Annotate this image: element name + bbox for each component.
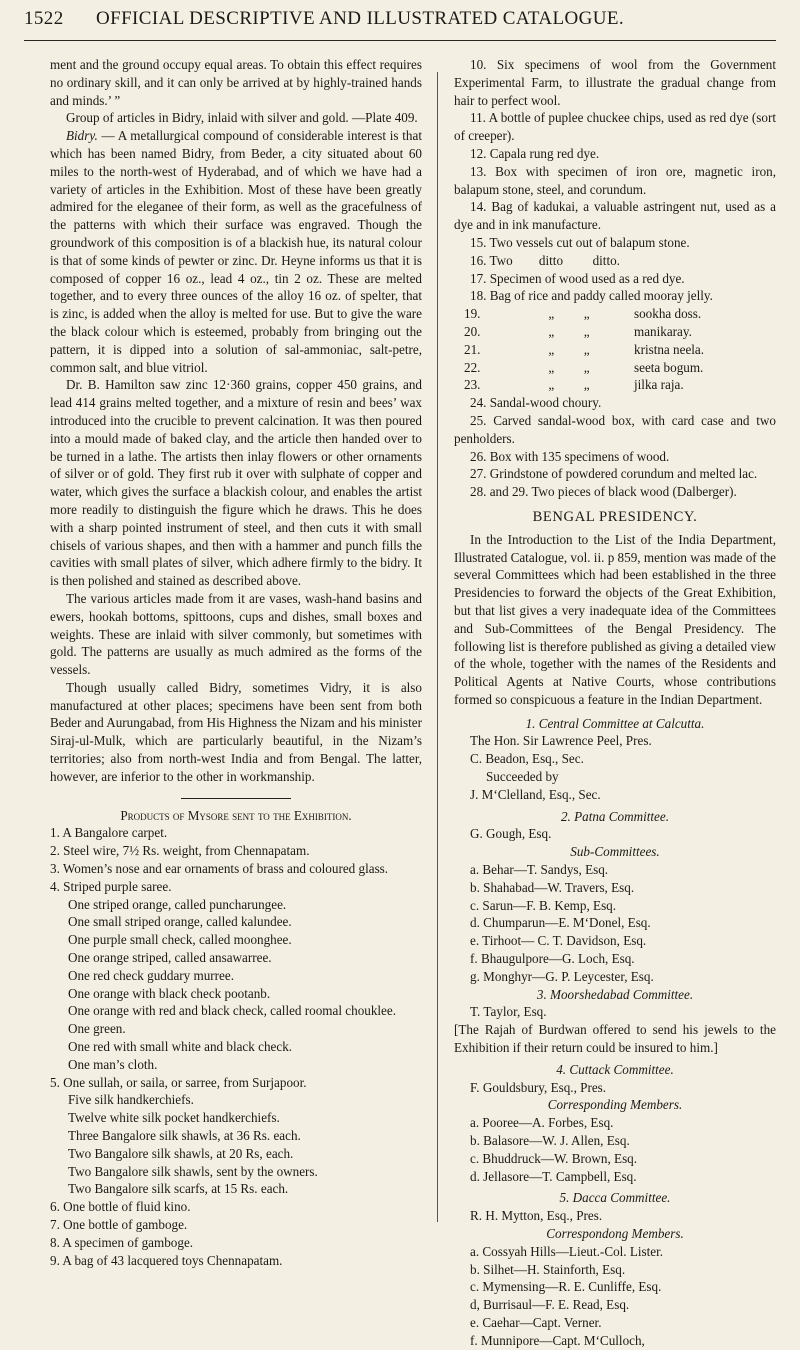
rice-number: 22. <box>464 359 481 375</box>
committee-title: 5. Dacca Committee. <box>559 1190 671 1206</box>
committee-member: T. Taylor, Esq. <box>470 1004 547 1020</box>
ditto-mark: „ „ <box>548 306 590 322</box>
committee-title: 1. Central Committee at Calcutta. <box>525 715 705 731</box>
list-item: 14. Bag of kadukai, a valuable astringent nut, used as a dye and in ink manufacture. <box>454 199 776 233</box>
committee-member: R. H. Mytton, Esq., Pres. <box>470 1208 603 1224</box>
right-column <box>454 56 776 1350</box>
sub-item: One red with small white and black check. <box>68 1039 293 1055</box>
subcommittee-member: g. Monghyr—G. P. Leycester, Esq. <box>470 968 654 984</box>
sub-item: One striped orange, called puncharungee. <box>68 896 287 912</box>
list-item: 13. Box with specimen of iron ore, magnetic iron, balapum stone, steel, and corundum. <box>454 163 776 197</box>
sub-item: One man’s cloth. <box>68 1056 158 1072</box>
list-item: 5. One sullah, or saila, or sarree, from Surjapoor. <box>50 1074 307 1090</box>
rice-name: jilka raja. <box>634 377 684 393</box>
paragraph: Group of articles in Bidry, inlaid with silver and gold. —Plate 409. <box>66 110 418 126</box>
subcommittee-member: a. Behar—T. Sandys, Esq. <box>470 862 609 878</box>
paragraph: The various articles made from it are vases, wash-hand basins and ewers, hookah bottoms, spittoons, cups and dishes, small boxes and weights. These are inlaid with silver commonly, but sometimes with gold. The patterns are usually as much admired as the forms of the vessels. <box>50 590 422 678</box>
bidry-paragraph <box>50 127 422 376</box>
list-item: 4. Striped purple saree. <box>50 878 172 894</box>
rice-row <box>464 376 776 394</box>
list-item: 28. and 29. Two pieces of black wood (Dalberger). <box>470 484 737 500</box>
sub-item: One red check guddary murree. <box>68 967 235 983</box>
list-item: 1. A Bangalore carpet. <box>50 825 168 841</box>
corresponding-member: a. Pooree—A. Forbes, Esq. <box>470 1115 614 1131</box>
subcommittee-member: c. Sarun—F. B. Kemp, Esq. <box>470 897 617 913</box>
sub-item: One orange with red and black check, called roomal chouklee. <box>68 1003 397 1019</box>
sub-item: One small striped orange, called kalundee. <box>68 914 292 930</box>
bengal-heading: BENGAL PRESIDENCY. <box>532 508 698 525</box>
list-item: 17. Specimen of wood used as a red dye. <box>470 270 685 286</box>
subcommittee-member: f. Bhaugulpore—G. Loch, Esq. <box>470 951 635 967</box>
sub-item: Two Bangalore silk shawls, at 20 Rs, each. <box>68 1145 294 1161</box>
subcommittee-member: e. Tirhoot— C. T. Davidson, Esq. <box>470 933 647 949</box>
corresponding-member: e. Caehar—Capt. Verner. <box>470 1314 602 1330</box>
rice-name: seeta bogum. <box>634 359 704 375</box>
corresponding-member: d. Jellasore—T. Campbell, Esq. <box>470 1168 637 1184</box>
sub-item: One orange with black check pootanb. <box>68 985 271 1001</box>
list-item: 10. Six specimens of wool from the Government Experimental Farm, to illustrate the gradual change from hair to perfect wool. <box>454 57 776 108</box>
rice-row <box>464 323 776 341</box>
running-header <box>24 8 776 38</box>
rice-row <box>464 305 776 323</box>
ditto-mark: „ „ <box>548 323 590 339</box>
rice-row <box>464 341 776 359</box>
paragraph: Dr. B. Hamilton saw zinc 12·360 grains, copper 450 grains, and lead 414 grains melted together, and a mixture of resin and bees’ wax introduced into the crucible to prevent calcination. It was then poured into a mould made of baked clay, and the article then handed over to be turned in a lathe. The artists then inlay flowers or other ornaments of silver or of gold. They first rub it over with sulphate of copper and water, which gives the surface a blackish colour, and enables the artist more readily to distinguish the figure which he draws. This he does with a sharp pointed instrument of steel, and then cuts it with small chisels of various shapes, and then with a hammer and punch fills the cavities with small plates of silver, which adhere firmly to the bidry. It is then polished and stained as described above. <box>50 377 422 589</box>
list-item: 18. Bag of rice and paddy called mooray jelly. <box>470 288 713 304</box>
sub-item: Five silk handkerchiefs. <box>68 1092 194 1108</box>
sub-item: One green. <box>68 1021 126 1037</box>
corresponding-member: b. Balasore—W. J. Allen, Esq. <box>470 1133 630 1149</box>
list-item: 11. A bottle of puplee chuckee chips, used as red dye (sort of creeper). <box>454 110 776 144</box>
rice-row <box>464 359 776 377</box>
mysore-heading: Products of Mysore sent to the Exhibition. <box>120 807 352 823</box>
ditto-mark: „ „ <box>548 359 590 375</box>
left-column <box>50 56 422 1269</box>
ditto-mark: „ „ <box>548 341 590 357</box>
corresponding-member: f. Munnipore—Capt. M‘Culloch, <box>470 1332 645 1348</box>
sub-item: One orange striped, called ansawarree. <box>68 950 272 966</box>
list-item: 12. Capala rung red dye. <box>470 145 600 161</box>
rice-number: 20. <box>464 323 481 339</box>
rice-name: kristna neela. <box>634 341 705 357</box>
list-item: 27. Grindstone of powdered corundum and melted lac. <box>470 466 758 482</box>
committee-title: 4. Cuttack Committee. <box>556 1061 674 1077</box>
list-item: 8. A specimen of gamboge. <box>50 1234 194 1250</box>
bengal-intro: In the Introduction to the List of the India Department, Illustrated Catalogue, vol. ii. p 859, mention was made of the several Committees which had been established in the three Presidencies to forward the objects of the Great Exhibition, but that list gives a very inadequate idea of the Committees and Sub-Committees of the Bengal Presidency. The following list is therefore published as giving a detailed view of the whole, together with the names of the Residents and Political Agents at Native Courts, whose contributions formed so conspicuous a feature in the Indian Department. <box>454 531 776 707</box>
rice-number: 21. <box>464 341 481 357</box>
corresponding-member: a. Cossyah Hills—Lieut.-Col. Lister. <box>470 1243 664 1259</box>
subcommittee-member: d. Chumparun—E. M‘Donel, Esq. <box>470 915 651 931</box>
corresponding-title: Corresponding Members. <box>547 1097 683 1113</box>
column-divider <box>437 72 438 1222</box>
bidry-text: — A metallurgical compound of considerable interest is that which has been named Bidry, from Beder, a city situated about 60 miles to the north-west of Hyderabad, and of which we have had a variety of articles in the Exhibition. Most of these have been greatly admired for the eleganee of their form, as well as the gracefulness of the patterns with which their surface was engraved. Though the groundwork of this composition is of a blackish hue, its natural colour is that of some kinds of pewter or zinc. Dr. Heyne informs us that it is composed of copper 16 oz., lead 4 oz., tin 2 oz. These are melted together, and to every three ounces of the alloy 16 oz. of spelter, that is zinc, is added when the alloy is melted for use. But to give the ware the black colour which is esteemed, probably from bringing out the pattern, it is dipped into a solution of sal-ammoniac, salt-petre, common salt, and blue vitriol. <box>50 128 422 375</box>
sub-item: Two Bangalore silk shawls, sent by the owners. <box>68 1163 318 1179</box>
corresponding-title: Correspondong Members. <box>546 1226 684 1241</box>
list-item: 25. Carved sandal-wood box, with card case and two penholders. <box>454 412 776 446</box>
list-item: 16. Two ditto ditto. <box>470 252 620 268</box>
header-rule <box>24 40 776 41</box>
committee-member: J. M‘Clelland, Esq., Sec. <box>470 786 601 802</box>
committee-member: F. Gouldsbury, Esq., Pres. <box>470 1079 607 1095</box>
committee-note: [The Rajah of Burdwan offered to send his jewels to the Exhibition if their return could be insured to him.] <box>454 1022 776 1056</box>
sub-item: One purple small check, called moonghee. <box>68 932 292 948</box>
subcommittee-member: b. Shahabad—W. Travers, Esq. <box>470 879 635 895</box>
paragraph: ment and the ground occupy equal areas. To obtain this effect requires no ordinary skill, and it can only be arrived at by highly-trained hands and minds.’ ” <box>50 57 422 108</box>
list-item: 26. Box with 135 specimens of wood. <box>470 448 670 464</box>
committee-member: C. Beadon, Esq., Sec. <box>470 751 584 767</box>
corresponding-member: d, Burrisaul—F. E. Read, Esq. <box>470 1297 630 1313</box>
page-number: 1522 <box>24 8 64 29</box>
ditto-mark: „ „ <box>548 377 590 393</box>
committee-title: 2. Patna Committee. <box>560 808 670 824</box>
rice-number: 23. <box>464 377 481 393</box>
committee-member: G. Gough, Esq. <box>470 826 552 842</box>
corresponding-member: c. Bhuddruck—W. Brown, Esq. <box>470 1150 638 1166</box>
list-item: 24. Sandal-wood choury. <box>470 395 602 411</box>
list-item: 2. Steel wire, 7½ Rs. weight, from Chennapatam. <box>50 843 310 859</box>
paragraph: Though usually called Bidry, sometimes Vidry, it is also manufactured at other places; specimens have been sent from both Beder and Aurungabad, from His Highness the Nizam and his minister Siraj-ul-Mulk, which are particularly beautiful, in the Nizam’s territories; also from north-west India and from Bengal. The latter, however, are inferior to the other in workmanship. <box>50 679 422 784</box>
list-item: 7. One bottle of gamboge. <box>50 1217 188 1232</box>
section-divider <box>181 798 291 799</box>
committee-title: 3. Moorshedabad Committee. <box>536 986 694 1002</box>
rice-name: sookha doss. <box>634 306 702 322</box>
list-item: 15. Two vessels cut out of balapum stone. <box>470 234 690 250</box>
subcommittee-title: Sub-Committees. <box>570 844 660 860</box>
corresponding-member: c. Mymensing—R. E. Cunliffe, Esq. <box>470 1279 662 1295</box>
rice-number: 19. <box>464 306 481 322</box>
bidry-title: Bidry. <box>66 128 98 144</box>
committee-member: The Hon. Sir Lawrence Peel, Pres. <box>470 733 652 749</box>
committee-member: Succeeded by <box>486 769 559 785</box>
rice-name: manikaray. <box>634 323 692 339</box>
list-item: 3. Women’s nose and ear ornaments of brass and coloured glass. <box>50 861 389 877</box>
corresponding-member: b. Silhet—H. Stainforth, Esq. <box>470 1261 626 1277</box>
list-item: 9. A bag of 43 lacquered toys Chennapatam. <box>50 1252 283 1268</box>
sub-item: Twelve white silk pocket handkerchiefs. <box>68 1110 280 1126</box>
list-item: 6. One bottle of fluid kino. <box>50 1199 191 1215</box>
sub-item: Two Bangalore silk scarfs, at 15 Rs. each. <box>68 1181 289 1197</box>
rice-list <box>454 305 776 394</box>
sub-item: Three Bangalore silk shawls, at 36 Rs. each. <box>68 1128 301 1144</box>
header-title: OFFICIAL DESCRIPTIVE AND ILLUSTRATED CATALOGUE. <box>96 8 624 29</box>
